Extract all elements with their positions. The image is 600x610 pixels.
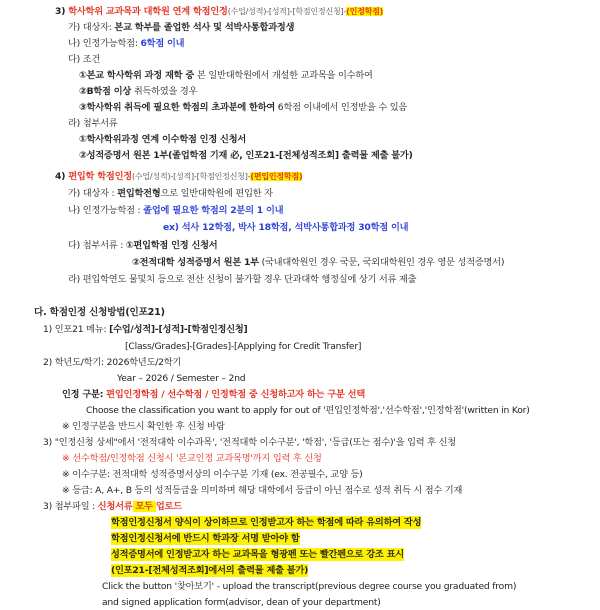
label: 다) 첨부서류 : [68, 240, 126, 251]
value: [수업/성적]-[성적]-[학점인정신청] [109, 324, 248, 335]
s4-note: 라) 편입학연도 물및치 등으로 전산 신청이 불가할 경우 단과대학 행정실에 상기 서류 제출 [68, 274, 417, 285]
menu-line-en: [Class/Grades]-[Grades]-[Applying for Credit Transfer] [125, 341, 362, 352]
highlight-tag: (인정학점) [346, 7, 384, 16]
text: 신청서류 [97, 501, 133, 512]
classification-line [62, 388, 365, 401]
attachment-line [43, 500, 182, 513]
text: ②B학점 이상 [79, 86, 132, 97]
menu-line [43, 323, 248, 336]
section-number: 3) [55, 6, 66, 17]
section-4-title [55, 170, 302, 183]
s3-cond-2 [79, 85, 197, 98]
label: 나) 인정가능학점 : [68, 205, 144, 216]
s3-credits [68, 37, 184, 50]
s3-cond-1 [79, 69, 373, 82]
s3-attachments: 라) 첨부서류 [68, 118, 118, 129]
detail-note-2: ※ 이수구분: 전적대학 성적증명서상의 이수구분 기재 (ex. 전공필수, 교양 등) [62, 469, 363, 480]
text: ②전적대학 성적증명서 원본 1부 [132, 257, 259, 268]
highlight-note-4: (인포21-[전체성적조회]에서의 출력물 제출 불가) [111, 565, 309, 576]
label: 3) 첨부파일 : [43, 501, 98, 512]
s4-attachments [68, 239, 217, 252]
label: 나) 인정가능학점: [68, 38, 141, 49]
highlight-tag: (편입인정학점) [250, 172, 303, 181]
menu-path: (수업/성적)-[성적]-[학점인정신청]- [227, 7, 347, 16]
s3-target [68, 21, 294, 34]
classification-note: ※ 인정구분을 반드시 확인한 후 신청 바람 [62, 421, 225, 432]
highlight-note-3: 성적증명서에 인정받고자 하는 교과목을 형광펜 또는 빨간펜으로 강조 표시 [111, 549, 404, 560]
section-d-title: 다. 학점인정 신청방법(인포21) [34, 307, 165, 318]
section-3-title [55, 5, 383, 18]
text: 으로 일반대학원에 편입한 자 [160, 188, 273, 199]
value: 편입학전형 [117, 188, 161, 199]
text: 본 일반대학원에서 개설한 교과목을 이수하여 [197, 70, 373, 81]
detail-line: 3) "인정신청 상세"에서 '전적대학 이수과목', '전적대학 이수구분', '학점', '등급(또는 점수)'을 입력 후 신청 [43, 437, 456, 448]
highlight-note-2: 학점인정신청서에 반드시 학과장 서명 받아야 함 [111, 533, 300, 544]
text: ①본교 학사학위 과정 재학 중 [79, 70, 197, 81]
value: 본교 학부를 졸업한 석사 및 석박사통합과정생 [114, 22, 295, 33]
label: 가) 대상자: [68, 22, 115, 33]
text: 업로드 [155, 501, 182, 512]
s4-credits [68, 204, 283, 217]
highlight-note-1: 학점인정신청서 양식이 상이하므로 인정받고자 하는 학점에 따라 유의하여 작성 [111, 517, 422, 528]
label: 가) 대상자 : [68, 188, 118, 199]
s3-attach-1: ①학사학위과정 연계 이수학점 인정 신청서 [79, 134, 247, 145]
english-instruction-2: and signed application form(advisor, dean of your department) [102, 597, 381, 608]
value: 졸업에 필요한 학점의 2분의 1 이내 [143, 205, 284, 216]
detail-note-1: ※ 선수학점/인정학점 신청시 '본교인정 교과목명'까지 입력 후 신청 [62, 453, 322, 464]
menu-path: (수업/성적)-[성적]-[학점인정신청]- [131, 172, 251, 181]
semester-line: 2) 학년도/학기: 2026학년도/2학기 [43, 357, 182, 368]
label: 1) 인포21 메뉴: [43, 324, 110, 335]
semester-line-en: Year – 2026 / Semester – 2nd [117, 373, 246, 384]
s4-example: ex) 석사 12학점, 박사 18학점, 석박사통합과정 30학점 이내 [163, 222, 409, 233]
section-heading: 학사학위 교과목과 대학원 연계 학점인정 [68, 6, 228, 17]
s3-cond-3 [79, 101, 407, 114]
english-instruction-1: Click the button '찾아보기' - upload the transcript(previous degree course you graduated from) [102, 581, 517, 592]
s3-attach-2: ②성적증명서 원본 1부(졸업학점 기재 必, 인포21-[전체성적조회] 출력물 제출 불가) [79, 150, 413, 161]
value: 편입인정학점 / 선수학점 / 인정학점 중 신청하고자 하는 구분 선택 [106, 389, 366, 400]
section-heading: 편입학 학점인정 [68, 171, 132, 182]
detail-note-3: ※ 등급: A, A+, B 등의 성적등급을 의미하며 해당 대학에서 등급이 아닌 점수로 성적 취득 시 점수 기재 [62, 485, 463, 496]
text: 취득하였을 경우 [131, 86, 198, 97]
s4-target [68, 187, 273, 200]
value: ①편입학점 인정 신청서 [125, 240, 218, 251]
s4-attach-2 [132, 256, 504, 269]
s3-conditions: 다) 조건 [68, 54, 101, 65]
text: 6학점 이내에서 인정받을 수 있음 [275, 102, 408, 113]
value: 6학점 이내 [140, 38, 185, 49]
label: 인정 구분: [62, 389, 107, 400]
section-number: 4) [55, 171, 66, 182]
text: 모두 [132, 501, 156, 512]
text: (국내대학원인 경우 국문, 국외대학원인 경우 영문 성적증명서) [258, 257, 505, 268]
classification-line-en: Choose the classification you want to apply for out of '편입인정학점','선수학점','인정학점'(written in Kor) [86, 405, 530, 416]
text: ③학사학위 취득에 필요한 학점의 초과분에 한하여 [79, 102, 276, 113]
